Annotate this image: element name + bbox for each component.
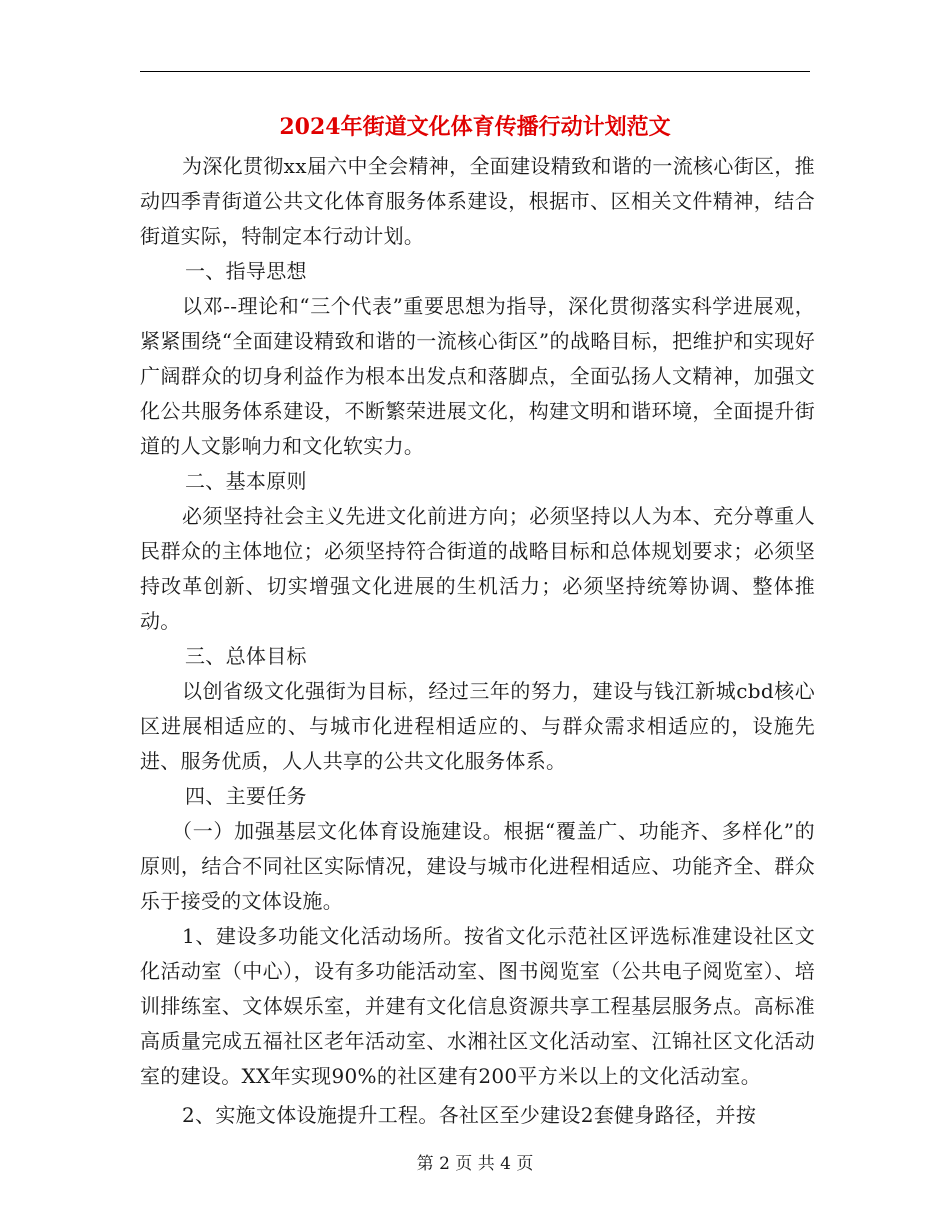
task-1-paragraph: （一）加强基层文化体育设施建设。根据“覆盖广、功能齐、多样化”的原则，结合不同社区实际情况，建设与城市化进程相适应、功能齐全、群众乐于接受的文体设施。	[140, 819, 815, 913]
intro-paragraph: 为深化贯彻xx届六中全会精神，全面建设精致和谐的一流核心街区，推动四季青街道公共文化体育服务体系建设，根据市、区相关文件精神，结合街道实际，特制定本行动计划。	[140, 154, 815, 248]
section-heading-guiding-ideology: 一、指导思想	[185, 259, 307, 283]
overall-goal-paragraph: 以创省级文化强街为目标，经过三年的努力，建设与钱江新城cbd核心区进展相适应的、与城市化进程相适应的、与群众需求相适应的，设施先进、服务优质，人人共享的公共文化服务体系。	[140, 679, 815, 773]
section-heading-main-tasks: 四、主要任务	[185, 784, 307, 808]
document-body	[140, 149, 815, 1133]
header-rule	[140, 71, 810, 72]
section-heading-basic-principles: 二、基本原则	[185, 469, 307, 493]
guiding-ideology-paragraph: 以邓--理论和“三个代表”重要思想为指导，深化贯彻落实科学进展观，紧紧围绕“全面建设精致和谐的一流核心街区”的战略目标，把维护和实现好广阔群众的切身利益作为根本出发点和落脚点，全面弘扬人文精神，加强文化公共服务体系建设，不断繁荣进展文化，构建文明和谐环境，全面提升街道的人文影响力和文化软实力。	[140, 294, 815, 458]
section-heading-overall-goal: 三、总体目标	[185, 644, 307, 668]
task-1-item-1-paragraph: 1、建设多功能文化活动场所。按省文化示范社区评选标准建设社区文化活动室（中心），设有多功能活动室、图书阅览室（公共电子阅览室）、培训排练室、文体娱乐室，并建有文化信息资源共享工程基层服务点。高标准高质量完成五福社区老年活动室、水湘社区文化活动室、江锦社区文化活动室的建设。XX年实现90%的社区建有200平方米以上的文化活动室。	[140, 924, 815, 1088]
document-title: 2024年街道文化体育传播行动计划范文	[279, 114, 671, 140]
task-1-item-2-paragraph: 2、实施文体设施提升工程。各社区至少建设2套健身路径，并按	[182, 1103, 757, 1127]
basic-principles-paragraph: 必须坚持社会主义先进文化前进方向；必须坚持以人为本、充分尊重人民群众的主体地位；必须坚持符合街道的战略目标和总体规划要求；必须坚持改革创新、切实增强文化进展的生机活力；必须坚持统筹协调、整体推动。	[140, 504, 815, 633]
page-number-footer: 第 2 页 共 4 页	[416, 1154, 534, 1174]
